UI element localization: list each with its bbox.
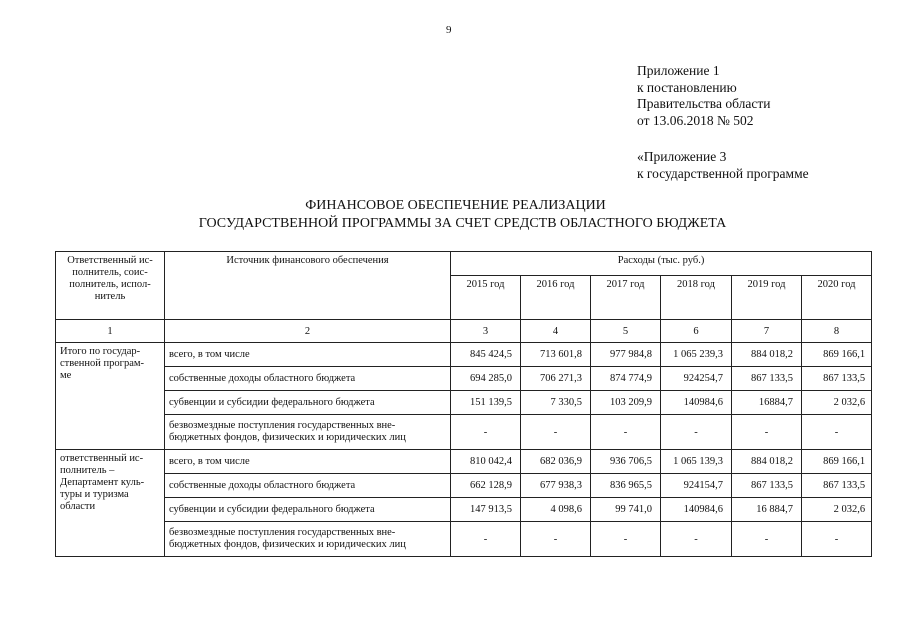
value-cell: 810 042,4 bbox=[451, 450, 521, 474]
value-cell: 4 098,6 bbox=[521, 498, 591, 522]
value-cell: 140984,6 bbox=[661, 498, 732, 522]
value-cell: - bbox=[732, 522, 802, 557]
value-cell: 845 424,5 bbox=[451, 343, 521, 367]
column-number: 4 bbox=[521, 320, 591, 343]
value-cell: - bbox=[451, 415, 521, 450]
source-cell: безвозмездные поступления государственных вне- бюджетных фондов, физических и юридических лиц bbox=[165, 522, 451, 557]
column-number: 7 bbox=[732, 320, 802, 343]
value-cell: - bbox=[451, 522, 521, 557]
header-year: 2020 год bbox=[802, 276, 872, 320]
value-cell: 1 065 239,3 bbox=[661, 343, 732, 367]
value-cell: 867 133,5 bbox=[802, 367, 872, 391]
value-cell: 836 965,5 bbox=[591, 474, 661, 498]
value-cell: 694 285,0 bbox=[451, 367, 521, 391]
column-number: 3 bbox=[451, 320, 521, 343]
executor-cell: ответственный ис- полнитель – Департамент куль- туры и туризма области bbox=[56, 450, 165, 557]
value-cell: 977 984,8 bbox=[591, 343, 661, 367]
document-title-line: ГОСУДАРСТВЕННОЙ ПРОГРАММЫ ЗА СЧЕТ СРЕДСТВ ОБЛАСТНОГО БЮДЖЕТА bbox=[198, 216, 727, 231]
table-row bbox=[56, 522, 872, 557]
appendix-block bbox=[637, 63, 770, 129]
column-number: 1 bbox=[56, 320, 165, 343]
value-cell: - bbox=[521, 522, 591, 557]
column-number: 2 bbox=[165, 320, 451, 343]
table-row bbox=[56, 367, 872, 391]
value-cell: 16884,7 bbox=[732, 391, 802, 415]
value-cell: 147 913,5 bbox=[451, 498, 521, 522]
value-cell: 140984,6 bbox=[661, 391, 732, 415]
header-year: 2015 год bbox=[451, 276, 521, 320]
header-executor: Ответственный ис- полнитель, соис- полнитель, испол- нитель bbox=[56, 252, 165, 320]
value-cell: 7 330,5 bbox=[521, 391, 591, 415]
source-cell: безвозмездные поступления государственных вне- бюджетных фондов, физических и юридических лиц bbox=[165, 415, 451, 450]
source-cell: собственные доходы областного бюджета bbox=[165, 474, 451, 498]
appendix-reference-line: к государственной программе bbox=[637, 165, 809, 181]
value-cell: 706 271,3 bbox=[521, 367, 591, 391]
value-cell: 677 938,3 bbox=[521, 474, 591, 498]
value-cell: 924254,7 bbox=[661, 367, 732, 391]
value-cell: - bbox=[661, 415, 732, 450]
value-cell: 103 209,9 bbox=[591, 391, 661, 415]
value-cell: 99 741,0 bbox=[591, 498, 661, 522]
value-cell: 151 139,5 bbox=[451, 391, 521, 415]
value-cell: 682 036,9 bbox=[521, 450, 591, 474]
appendix-line: Приложение 1 bbox=[637, 63, 720, 78]
table-row bbox=[56, 343, 872, 367]
financing-table bbox=[55, 251, 872, 557]
header-year: 2016 год bbox=[521, 276, 591, 320]
header-year: 2018 год bbox=[661, 276, 732, 320]
table-row bbox=[56, 415, 872, 450]
header-year: 2019 год bbox=[732, 276, 802, 320]
value-cell: 867 133,5 bbox=[732, 367, 802, 391]
appendix-line: к постановлению bbox=[637, 79, 737, 95]
column-number: 6 bbox=[661, 320, 732, 343]
value-cell: - bbox=[521, 415, 591, 450]
source-cell: субвенции и субсидии федерального бюджета bbox=[165, 391, 451, 415]
value-cell: - bbox=[802, 415, 872, 450]
value-cell: - bbox=[732, 415, 802, 450]
column-number: 8 bbox=[802, 320, 872, 343]
appendix-reference-line: «Приложение 3 bbox=[637, 149, 727, 164]
appendix-line: Правительства области bbox=[637, 96, 771, 111]
document-title-line: ФИНАНСОВОЕ ОБЕСПЕЧЕНИЕ РЕАЛИЗАЦИИ bbox=[305, 198, 606, 213]
table-row bbox=[56, 391, 872, 415]
appendix-line: от 13.06.2018 № 502 bbox=[637, 112, 754, 128]
executor-cell: Итого по государ- ственной програм- ме bbox=[56, 343, 165, 450]
value-cell: 884 018,2 bbox=[732, 343, 802, 367]
value-cell: 1 065 139,3 bbox=[661, 450, 732, 474]
value-cell: 867 133,5 bbox=[802, 474, 872, 498]
source-cell: всего, в том числе bbox=[165, 450, 451, 474]
value-cell: 713 601,8 bbox=[521, 343, 591, 367]
header-expenses: Расходы (тыс. руб.) bbox=[451, 252, 872, 276]
source-cell: собственные доходы областного бюджета bbox=[165, 367, 451, 391]
source-cell: субвенции и субсидии федерального бюджета bbox=[165, 498, 451, 522]
header-source: Источник финансового обеспечения bbox=[165, 252, 451, 320]
value-cell: 869 166,1 bbox=[802, 343, 872, 367]
value-cell: 924154,7 bbox=[661, 474, 732, 498]
value-cell: 874 774,9 bbox=[591, 367, 661, 391]
value-cell: - bbox=[661, 522, 732, 557]
page-number: 9 bbox=[446, 24, 452, 36]
value-cell: - bbox=[802, 522, 872, 557]
value-cell: - bbox=[591, 522, 661, 557]
value-cell: 2 032,6 bbox=[802, 391, 872, 415]
table-row bbox=[56, 474, 872, 498]
header-year: 2017 год bbox=[591, 276, 661, 320]
table-row bbox=[56, 450, 872, 474]
value-cell: 2 032,6 bbox=[802, 498, 872, 522]
table-row bbox=[56, 498, 872, 522]
value-cell: 16 884,7 bbox=[732, 498, 802, 522]
value-cell: 884 018,2 bbox=[732, 450, 802, 474]
value-cell: - bbox=[591, 415, 661, 450]
source-cell: всего, в том числе bbox=[165, 343, 451, 367]
value-cell: 869 166,1 bbox=[802, 450, 872, 474]
value-cell: 936 706,5 bbox=[591, 450, 661, 474]
document-title bbox=[0, 197, 905, 233]
value-cell: 662 128,9 bbox=[451, 474, 521, 498]
appendix-reference-block bbox=[637, 149, 809, 182]
column-number: 5 bbox=[591, 320, 661, 343]
value-cell: 867 133,5 bbox=[732, 474, 802, 498]
